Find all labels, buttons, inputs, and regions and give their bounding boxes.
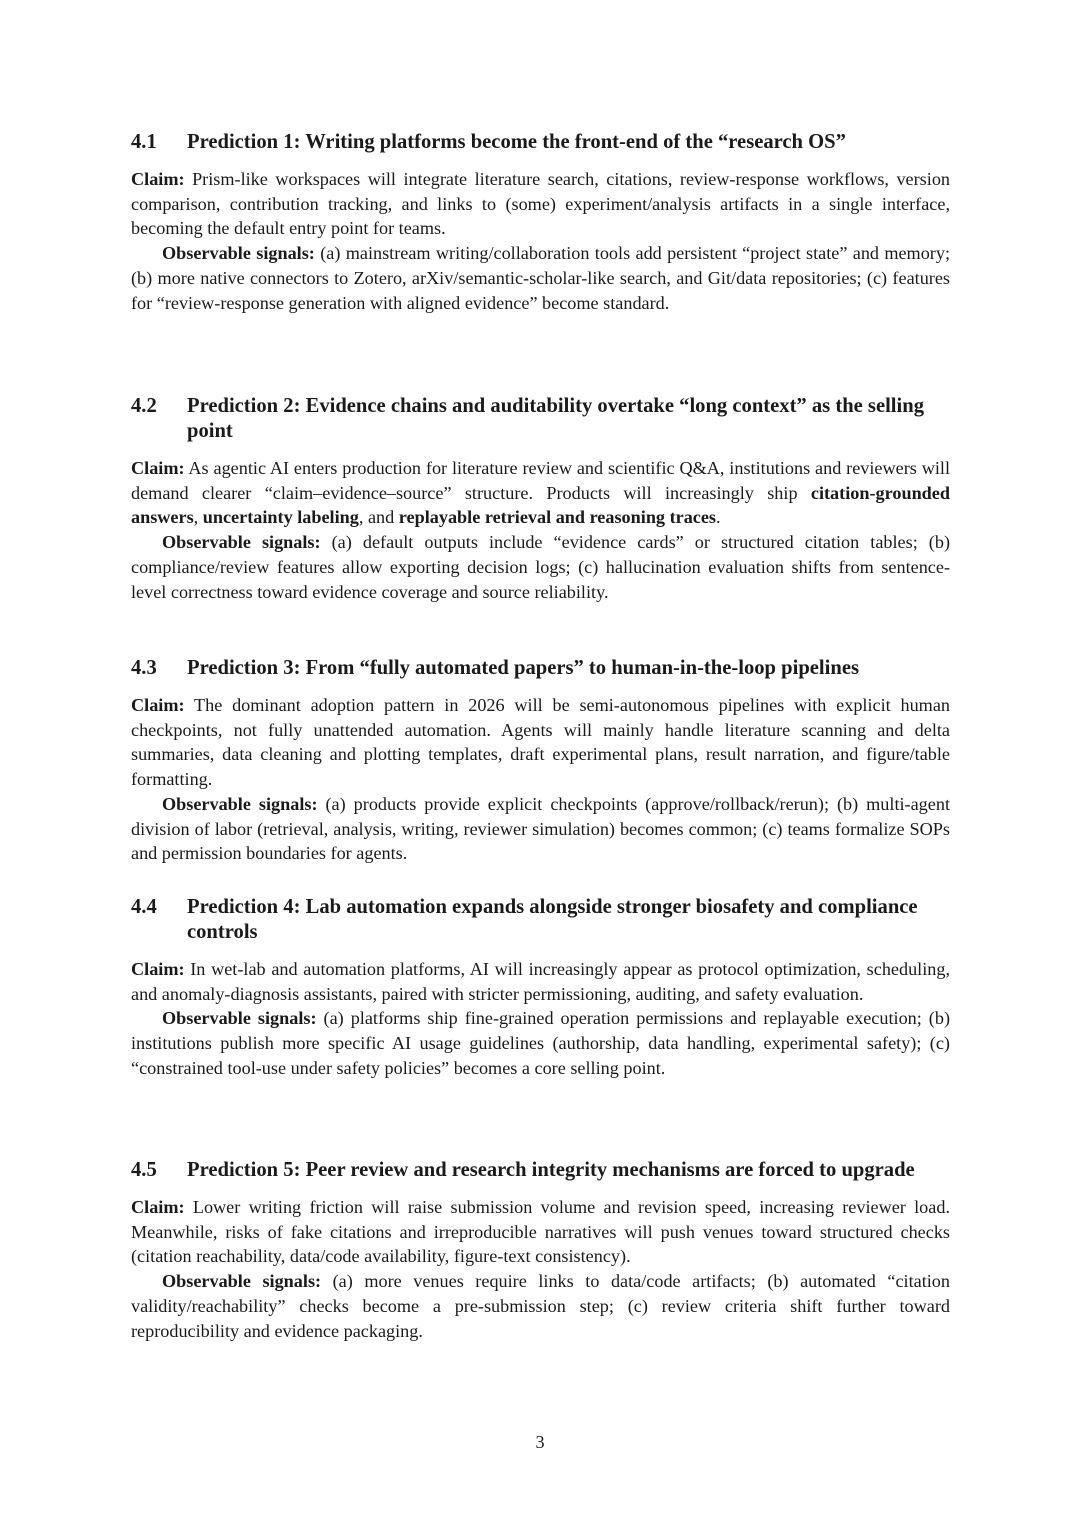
section-number: 4.1 bbox=[131, 131, 157, 153]
section-4-3 bbox=[131, 656, 950, 866]
signals-label: Observable signals: bbox=[162, 243, 315, 264]
signals-paragraph bbox=[131, 530, 950, 604]
claim-text: Lower writing friction will raise submission volume and revision speed, increasing reviewer load. Meanwhile, risks of fake citations and irreproducible narratives will push venues toward structured checks (citation reachability, data/code availability, figure-text consistency). bbox=[131, 1197, 950, 1267]
section-heading bbox=[131, 1158, 950, 1183]
claim-emphasis: uncertainty labeling bbox=[202, 507, 359, 528]
claim-paragraph bbox=[131, 957, 950, 1006]
section-heading bbox=[131, 394, 950, 444]
section-number: 4.3 bbox=[131, 657, 157, 679]
claim-label: Claim: bbox=[131, 1197, 185, 1217]
signals-paragraph bbox=[131, 241, 950, 315]
signals-text: (a) more venues require links to data/code artifacts; (b) automated “citation validity/reachability” checks become a pre-submission step; (c) review criteria shift further toward reproducibility and evidence packaging. bbox=[131, 1271, 950, 1341]
signals-paragraph bbox=[131, 1269, 950, 1343]
section-heading bbox=[131, 895, 950, 945]
claim-paragraph bbox=[131, 456, 950, 530]
signals-paragraph bbox=[131, 792, 950, 866]
claim-emphasis: replayable retrieval and reasoning traces bbox=[398, 507, 717, 528]
section-number: 4.4 bbox=[131, 896, 157, 918]
claim-text: The dominant adoption pattern in 2026 will be semi-autonomous pipelines with explicit human checkpoints, not fully unattended automation. Agents will mainly handle literature scanning and delta summaries, data cleaning and plotting templates, draft experimental plans, result narration, and figure/table formatting. bbox=[131, 695, 950, 790]
signals-text: (a) mainstream writing/collaboration tools add persistent “project state” and memory; (b) more native connectors to Zotero, arXiv/semantic-scholar-like search, and Git/data repositories; (c) features for “review-response generation with aligned evidence” become standard. bbox=[131, 243, 951, 313]
signals-text: (a) products provide explicit checkpoints (approve/rollback/rerun); (b) multi-agent division of labor (retrieval, analysis, writing, reviewer simulation) becomes common; (c) teams formalize SOPs and permission boundaries for agents. bbox=[131, 793, 950, 864]
section-title: Prediction 4: Lab automation expands alongside stronger biosafety and compliance controls bbox=[187, 896, 918, 943]
page-number: 3 bbox=[535, 1432, 545, 1452]
section-number: 4.5 bbox=[131, 1159, 157, 1181]
section-title: Prediction 5: Peer review and research integrity mechanisms are forced to upgrade bbox=[187, 1159, 915, 1181]
signals-label: Observable signals: bbox=[162, 1008, 317, 1029]
section-heading bbox=[131, 656, 989, 681]
section-4-2 bbox=[131, 394, 950, 604]
claim-text: In wet-lab and automation platforms, AI will increasingly appear as protocol optimization, scheduling, and anomaly-diagnosis assistants, paired with stricter permissioning, auditing, and safety evaluation. bbox=[131, 959, 951, 1004]
signals-label: Observable signals: bbox=[162, 793, 318, 814]
section-4-5 bbox=[131, 1158, 950, 1343]
section-4-4 bbox=[131, 895, 950, 1081]
claim-label: Claim: bbox=[131, 169, 185, 189]
claim-paragraph bbox=[131, 693, 950, 792]
claim-text: Prism-like workspaces will integrate literature search, citations, review-response workflows, version comparison, contribution tracking, and links to (some) experiment/analysis artifacts in a single interface, becoming the default entry point for teams. bbox=[131, 169, 951, 239]
claim-label: Claim: bbox=[131, 695, 185, 715]
section-title: Prediction 2: Evidence chains and auditability overtake “long context” as the selling point bbox=[187, 395, 925, 442]
claim-paragraph bbox=[131, 1195, 950, 1269]
signals-text: (a) platforms ship fine-grained operation permissions and replayable execution; (b) institutions publish more specific AI usage guidelines (authorship, data handling, experimental safety); (c) “constrained tool-use under safety policies” becomes a core selling point. bbox=[131, 1008, 951, 1078]
claim-separator: , and bbox=[358, 507, 399, 528]
section-title: Prediction 1: Writing platforms become the front-end of the “research OS” bbox=[187, 131, 846, 153]
signals-label: Observable signals: bbox=[162, 532, 321, 553]
claim-separator: , bbox=[193, 507, 203, 528]
claim-emphasis: citation-grounded answers bbox=[131, 482, 950, 528]
claim-text-pre: As agentic AI enters production for literature review and scientific Q&A, institutions and reviewers will demand clearer “claim–evidence–source” structure. Products will increasingly ship bbox=[131, 458, 951, 503]
section-heading bbox=[131, 130, 950, 155]
section-title: Prediction 3: From “fully automated papers” to human-in-the-loop pipelines bbox=[187, 657, 859, 679]
section-number: 4.2 bbox=[131, 395, 157, 417]
section-4-1 bbox=[131, 130, 950, 315]
claim-paragraph bbox=[131, 167, 950, 241]
signals-text: (a) default outputs include “evidence cards” or structured citation tables; (b) compliance/review features allow exporting decision logs; (c) hallucination evaluation shifts from sentence-level correctness toward evidence coverage and source reliability. bbox=[131, 532, 951, 602]
signals-paragraph bbox=[131, 1006, 950, 1080]
claim-label: Claim: bbox=[131, 959, 185, 979]
claim-label: Claim: bbox=[131, 458, 185, 478]
signals-label: Observable signals: bbox=[162, 1271, 322, 1292]
claim-text-post: . bbox=[716, 507, 721, 528]
